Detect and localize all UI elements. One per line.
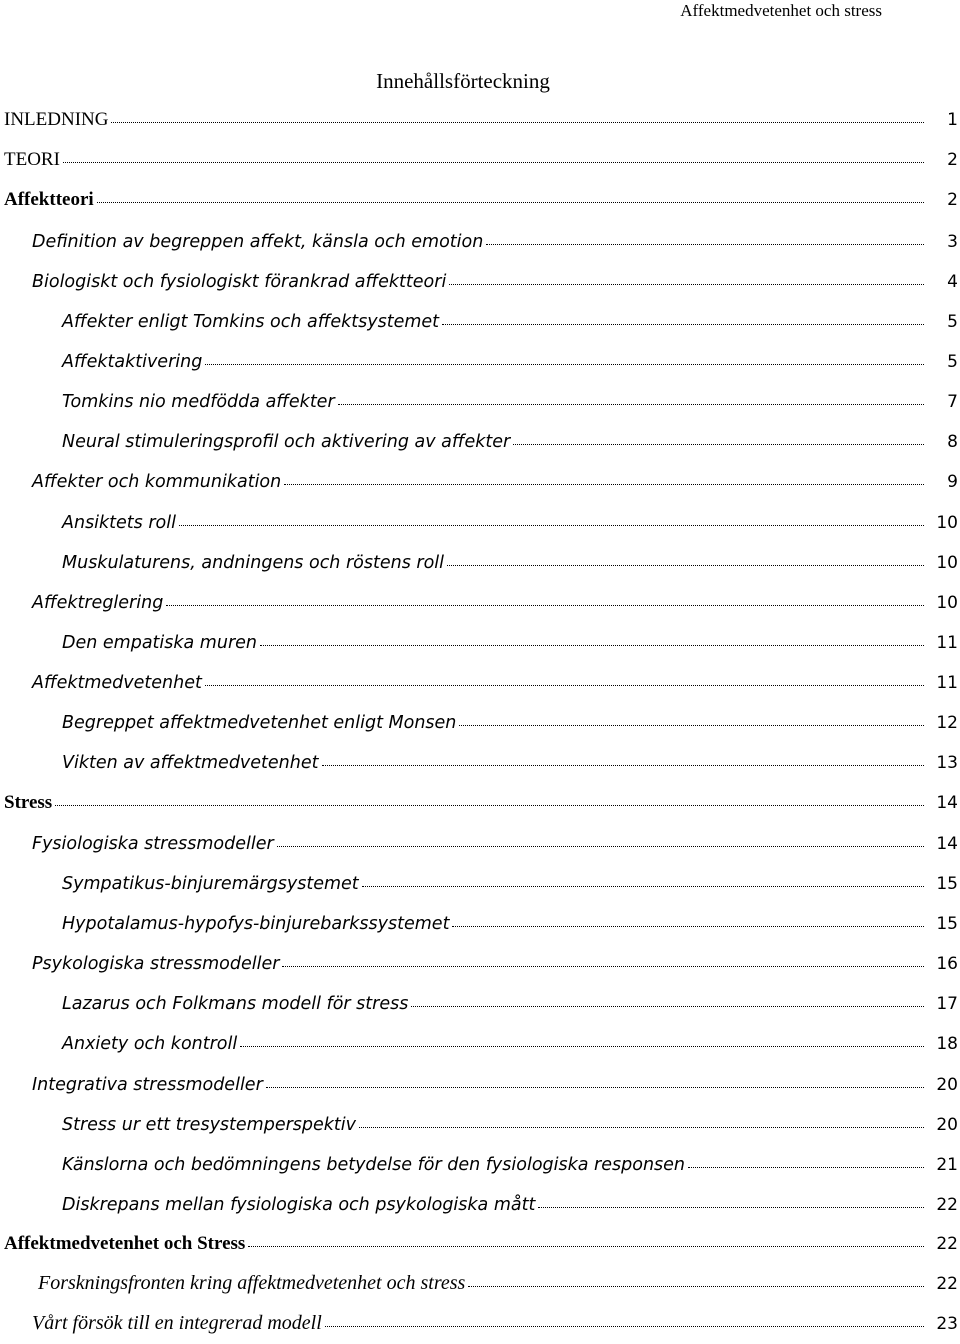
toc-page-number: 5 [947, 351, 958, 372]
toc-entry-label: INLEDNING [4, 109, 109, 131]
toc-page-number: 9 [947, 472, 958, 493]
toc-page-number: 8 [947, 432, 958, 453]
toc-entry-affektteori[interactable] [0, 180, 960, 220]
toc-page-number: 17 [936, 994, 958, 1015]
toc-entry-label: Affektmedvetenhet och Stress [4, 1233, 246, 1255]
toc-entry-label: Biologiskt och fysiologiskt förankrad affektteori [32, 271, 447, 292]
dot-leader [284, 481, 924, 485]
dot-leader [205, 361, 924, 365]
toc-entry-label: Stress ur ett tresystemperspektiv [62, 1114, 356, 1135]
toc-entry-label: TEORI [4, 149, 60, 171]
toc-entry-label: Ansiktets roll [62, 512, 176, 533]
dot-leader [63, 159, 924, 163]
toc-entry-definition[interactable] [0, 220, 960, 260]
toc-entry-label: Affektteori [4, 189, 94, 211]
toc-page-number: 12 [936, 713, 958, 734]
toc-page-number: 15 [936, 873, 958, 894]
toc-page-number: 18 [936, 1034, 958, 1055]
toc-page-number: 14 [936, 792, 958, 813]
dot-leader [486, 241, 924, 245]
toc-entry-affektreglering[interactable] [0, 582, 960, 622]
toc-entry-stress[interactable] [0, 782, 960, 822]
dot-leader [442, 321, 924, 325]
dot-leader [325, 1323, 924, 1327]
table-of-contents [0, 100, 960, 1344]
toc-entry-label: Hypotalamus-hypofys-binjurebarkssystemet [62, 913, 450, 934]
toc-entry-affektmedvetenhet[interactable] [0, 662, 960, 702]
toc-entry-label: Affektreglering [32, 592, 164, 613]
toc-entry-tomkins-affektsystemet[interactable] [0, 301, 960, 341]
toc-page-number: 22 [936, 1234, 958, 1255]
toc-entry-psykologiska-modeller[interactable] [0, 943, 960, 983]
toc-entry-muskulaturens-roll[interactable] [0, 542, 960, 582]
dot-leader [97, 199, 924, 203]
toc-page-number: 14 [936, 833, 958, 854]
dot-leader [468, 1283, 924, 1287]
dot-leader [688, 1164, 924, 1168]
dot-leader [55, 802, 924, 806]
toc-entry-label: Den empatiska muren [62, 632, 257, 653]
toc-entry-label: Affektmedvetenhet [32, 673, 202, 694]
toc-entry-hypotalamus[interactable] [0, 903, 960, 943]
dot-leader [260, 642, 924, 646]
dot-leader [411, 1003, 924, 1007]
toc-page-number: 11 [936, 632, 958, 653]
dot-leader [459, 722, 924, 726]
toc-entry-begreppet-monsen[interactable] [0, 702, 960, 742]
toc-entry-label: Affektaktivering [62, 351, 203, 372]
toc-entry-tresystemperspektiv[interactable] [0, 1104, 960, 1144]
toc-entry-neural-stimulering[interactable] [0, 421, 960, 461]
toc-entry-integrativa-modeller[interactable] [0, 1063, 960, 1103]
toc-page-number: 3 [947, 231, 958, 252]
toc-entry-sympatikus[interactable] [0, 863, 960, 903]
toc-page-number: 16 [936, 954, 958, 975]
toc-page-number: 21 [936, 1154, 958, 1175]
toc-page-number: 23 [936, 1314, 958, 1335]
toc-entry-nio-affekter[interactable] [0, 381, 960, 421]
dot-leader [277, 843, 924, 847]
toc-page-number: 4 [947, 271, 958, 292]
toc-page-number: 11 [936, 673, 958, 694]
toc-entry-kanslorna-bedomningens[interactable] [0, 1144, 960, 1184]
toc-entry-label: Sympatikus-binjuremärgsystemet [62, 873, 359, 894]
toc-entry-empatiska-muren[interactable] [0, 622, 960, 662]
dot-leader [338, 401, 924, 405]
toc-entry-affektmedvetenhet-och-stress[interactable] [0, 1224, 960, 1264]
toc-entry-label: Diskrepans mellan fysiologiska och psykologiska mått [62, 1194, 536, 1215]
toc-entry-anxiety-kontroll[interactable] [0, 1023, 960, 1063]
dot-leader [362, 883, 924, 887]
dot-leader [447, 562, 924, 566]
toc-page-number: 10 [936, 552, 958, 573]
toc-entry-inledning[interactable] [0, 100, 960, 140]
toc-entry-diskrepans[interactable] [0, 1184, 960, 1224]
toc-page-number: 5 [947, 311, 958, 332]
toc-entry-label: Fysiologiska stressmodeller [32, 833, 274, 854]
dot-leader [266, 1084, 924, 1088]
toc-entry-label: Muskulaturens, andningens och röstens roll [62, 552, 445, 573]
toc-entry-label: Integrativa stressmodeller [32, 1074, 263, 1095]
toc-entry-label: Tomkins nio medfödda affekter [62, 392, 335, 413]
toc-entry-lazarus-folkman[interactable] [0, 983, 960, 1023]
running-header: Affektmedvetenhet och stress [680, 1, 882, 20]
toc-entry-biologiskt[interactable] [0, 261, 960, 301]
dot-leader [538, 1204, 924, 1208]
dot-leader [452, 923, 924, 927]
dot-leader [248, 1243, 924, 1247]
toc-page-number: 20 [936, 1114, 958, 1135]
dot-leader [359, 1124, 924, 1128]
dot-leader [179, 522, 924, 526]
toc-entry-label: Lazarus och Folkmans modell för stress [62, 994, 409, 1015]
toc-page-number: 20 [936, 1074, 958, 1095]
toc-entry-label: Affekter enligt Tomkins och affektsystemet [62, 311, 440, 332]
dot-leader [166, 602, 924, 606]
toc-page-number: 2 [947, 190, 958, 211]
toc-entry-label: Affekter och kommunikation [32, 472, 282, 493]
toc-entry-fysiologiska-modeller[interactable] [0, 823, 960, 863]
toc-entry-label: Känslorna och bedömningens betydelse för den fysiologiska responsen [62, 1154, 686, 1175]
toc-entry-ansiktets-roll[interactable] [0, 501, 960, 541]
toc-page-number: 13 [936, 753, 958, 774]
toc-entry-vikten[interactable] [0, 742, 960, 782]
toc-entry-label: Psykologiska stressmodeller [32, 954, 280, 975]
toc-page-number: 7 [947, 392, 958, 413]
toc-page-number: 10 [936, 512, 958, 533]
toc-page-number: 2 [947, 150, 958, 171]
toc-entry-label: Definition av begreppen affekt, känsla och emotion [32, 231, 484, 252]
toc-entry-affektaktivering[interactable] [0, 341, 960, 381]
toc-entry-label: Forskningsfronten kring affektmedvetenhet och stress [38, 1272, 466, 1295]
dot-leader [322, 762, 925, 766]
dot-leader [513, 441, 924, 445]
toc-page-number: 1 [947, 110, 958, 131]
toc-entry-label: Stress [4, 791, 53, 813]
toc-entry-label: Begreppet affektmedvetenhet enligt Monsen [62, 713, 457, 734]
toc-entry-teori[interactable] [0, 140, 960, 180]
dot-leader [282, 963, 924, 967]
toc-page-number: 15 [936, 913, 958, 934]
toc-entry-integrerad-modell[interactable] [0, 1304, 960, 1344]
toc-entry-forskningsfronten[interactable] [0, 1264, 960, 1304]
toc-entry-label: Vikten av affektmedvetenhet [62, 753, 319, 774]
toc-page-number: 22 [936, 1194, 958, 1215]
toc-page-number: 10 [936, 592, 958, 613]
dot-leader [205, 682, 924, 686]
toc-page-number: 22 [936, 1274, 958, 1295]
toc-entry-kommunikation[interactable] [0, 461, 960, 501]
dot-leader [111, 119, 924, 123]
toc-entry-label: Neural stimuleringsprofil och aktivering av affekter [62, 432, 511, 453]
toc-title: Innehållsförteckning [376, 69, 550, 93]
dot-leader [240, 1043, 924, 1047]
toc-entry-label: Vårt försök till en integrerad modell [32, 1312, 322, 1335]
toc-entry-label: Anxiety och kontroll [62, 1034, 238, 1055]
dot-leader [449, 281, 924, 285]
